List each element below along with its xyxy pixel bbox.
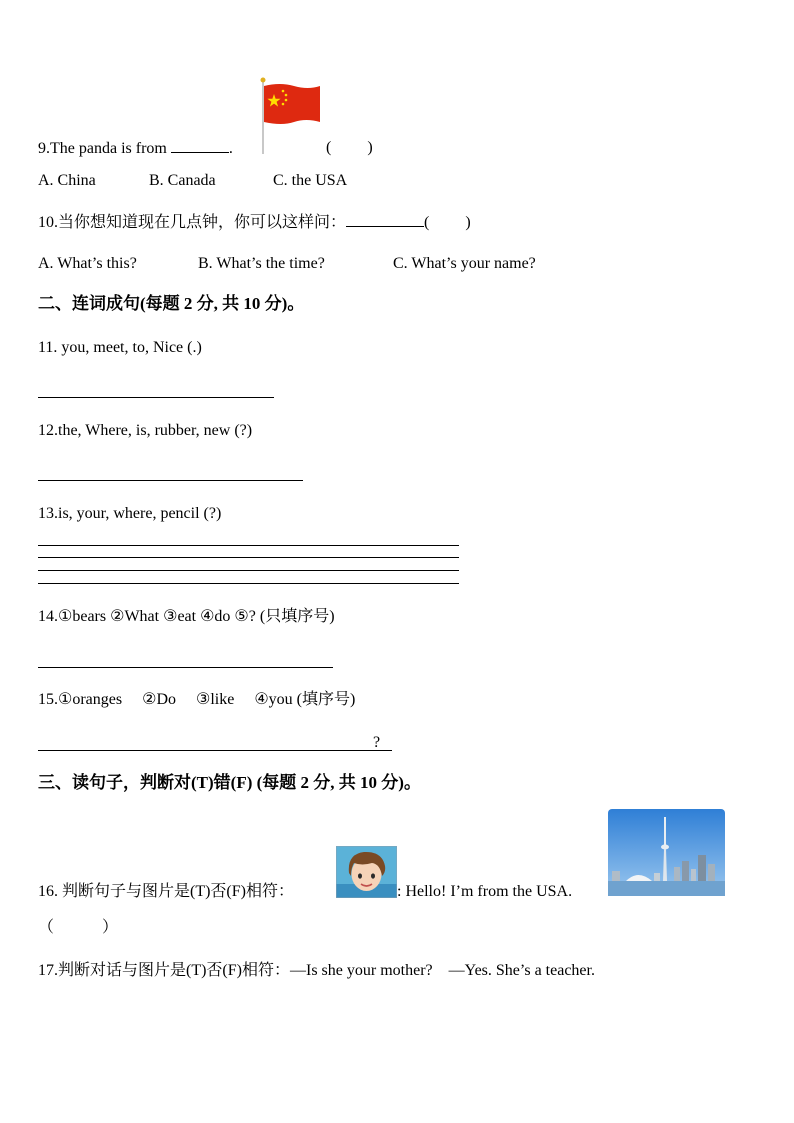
q9-option-a: A. China [38,172,96,189]
q9-option-c: C. the USA [273,172,348,189]
q10-option-b: B. What’s the time? [198,255,325,272]
q12-answer-line[interactable] [38,480,303,481]
q10-text: 10.当你想知道现在几点钟，你可以这样问： [38,214,347,231]
q13-answer-line-4[interactable] [38,583,459,584]
question-13: 13.is, your, where, pencil (?) [38,505,222,522]
question-12: 12.the, Where, is, rubber, new (?) [38,422,253,439]
q13-answer-line-1[interactable] [38,545,459,546]
q10-option-c: C. What’s your name? [393,255,536,272]
q9-option-b: B. Canada [149,172,216,189]
question-17: 17.判断对话与图片是(T)否(F)相符：—Is she your mother? —Yes. She’s a teacher. [38,962,595,979]
boy-avatar-image [336,846,397,898]
city-skyline-image [608,809,725,896]
q10-option-a: A. What’s this? [38,255,137,272]
q10-answer-blank[interactable] [346,212,424,227]
question-10 [38,212,471,233]
q15-end-mark: ? [373,734,381,751]
q14-answer-line[interactable] [38,667,333,668]
question-9: 9.The panda is from . [38,140,233,157]
q16-sentence: : Hello! I’m from the USA. [397,883,573,900]
q11-answer-line[interactable] [38,397,274,398]
q16-answer-paren[interactable]: （ ） [38,919,119,936]
section-3-title: 三、读句子，判断对(T)错(F) (每题 2 分, 共 10 分)。 [38,773,421,792]
question-11: 11. you, meet, to, Nice (.) [38,339,202,356]
q10-answer-paren[interactable]: ( ) [424,214,471,231]
q9-answer-paren[interactable]: ( ) [326,139,373,156]
q13-answer-line-3[interactable] [38,570,459,571]
question-15: 15.①oranges ②Do ③like ④you (填序号) [38,691,356,708]
q13-answer-line-2[interactable] [38,557,459,558]
q9-text: 9.The panda is from [38,140,171,157]
question-14: 14.①bears ②What ③eat ④do ⑤? (只填序号) [38,608,335,625]
question-16: 16. 判断句子与图片是(T)否(F)相符： [38,883,294,900]
q9-answer-blank[interactable] [171,138,229,153]
q15-answer-line[interactable] [38,750,392,751]
section-2-title: 二、连词成句(每题 2 分, 共 10 分)。 [38,294,305,313]
china-flag-image [258,76,322,156]
